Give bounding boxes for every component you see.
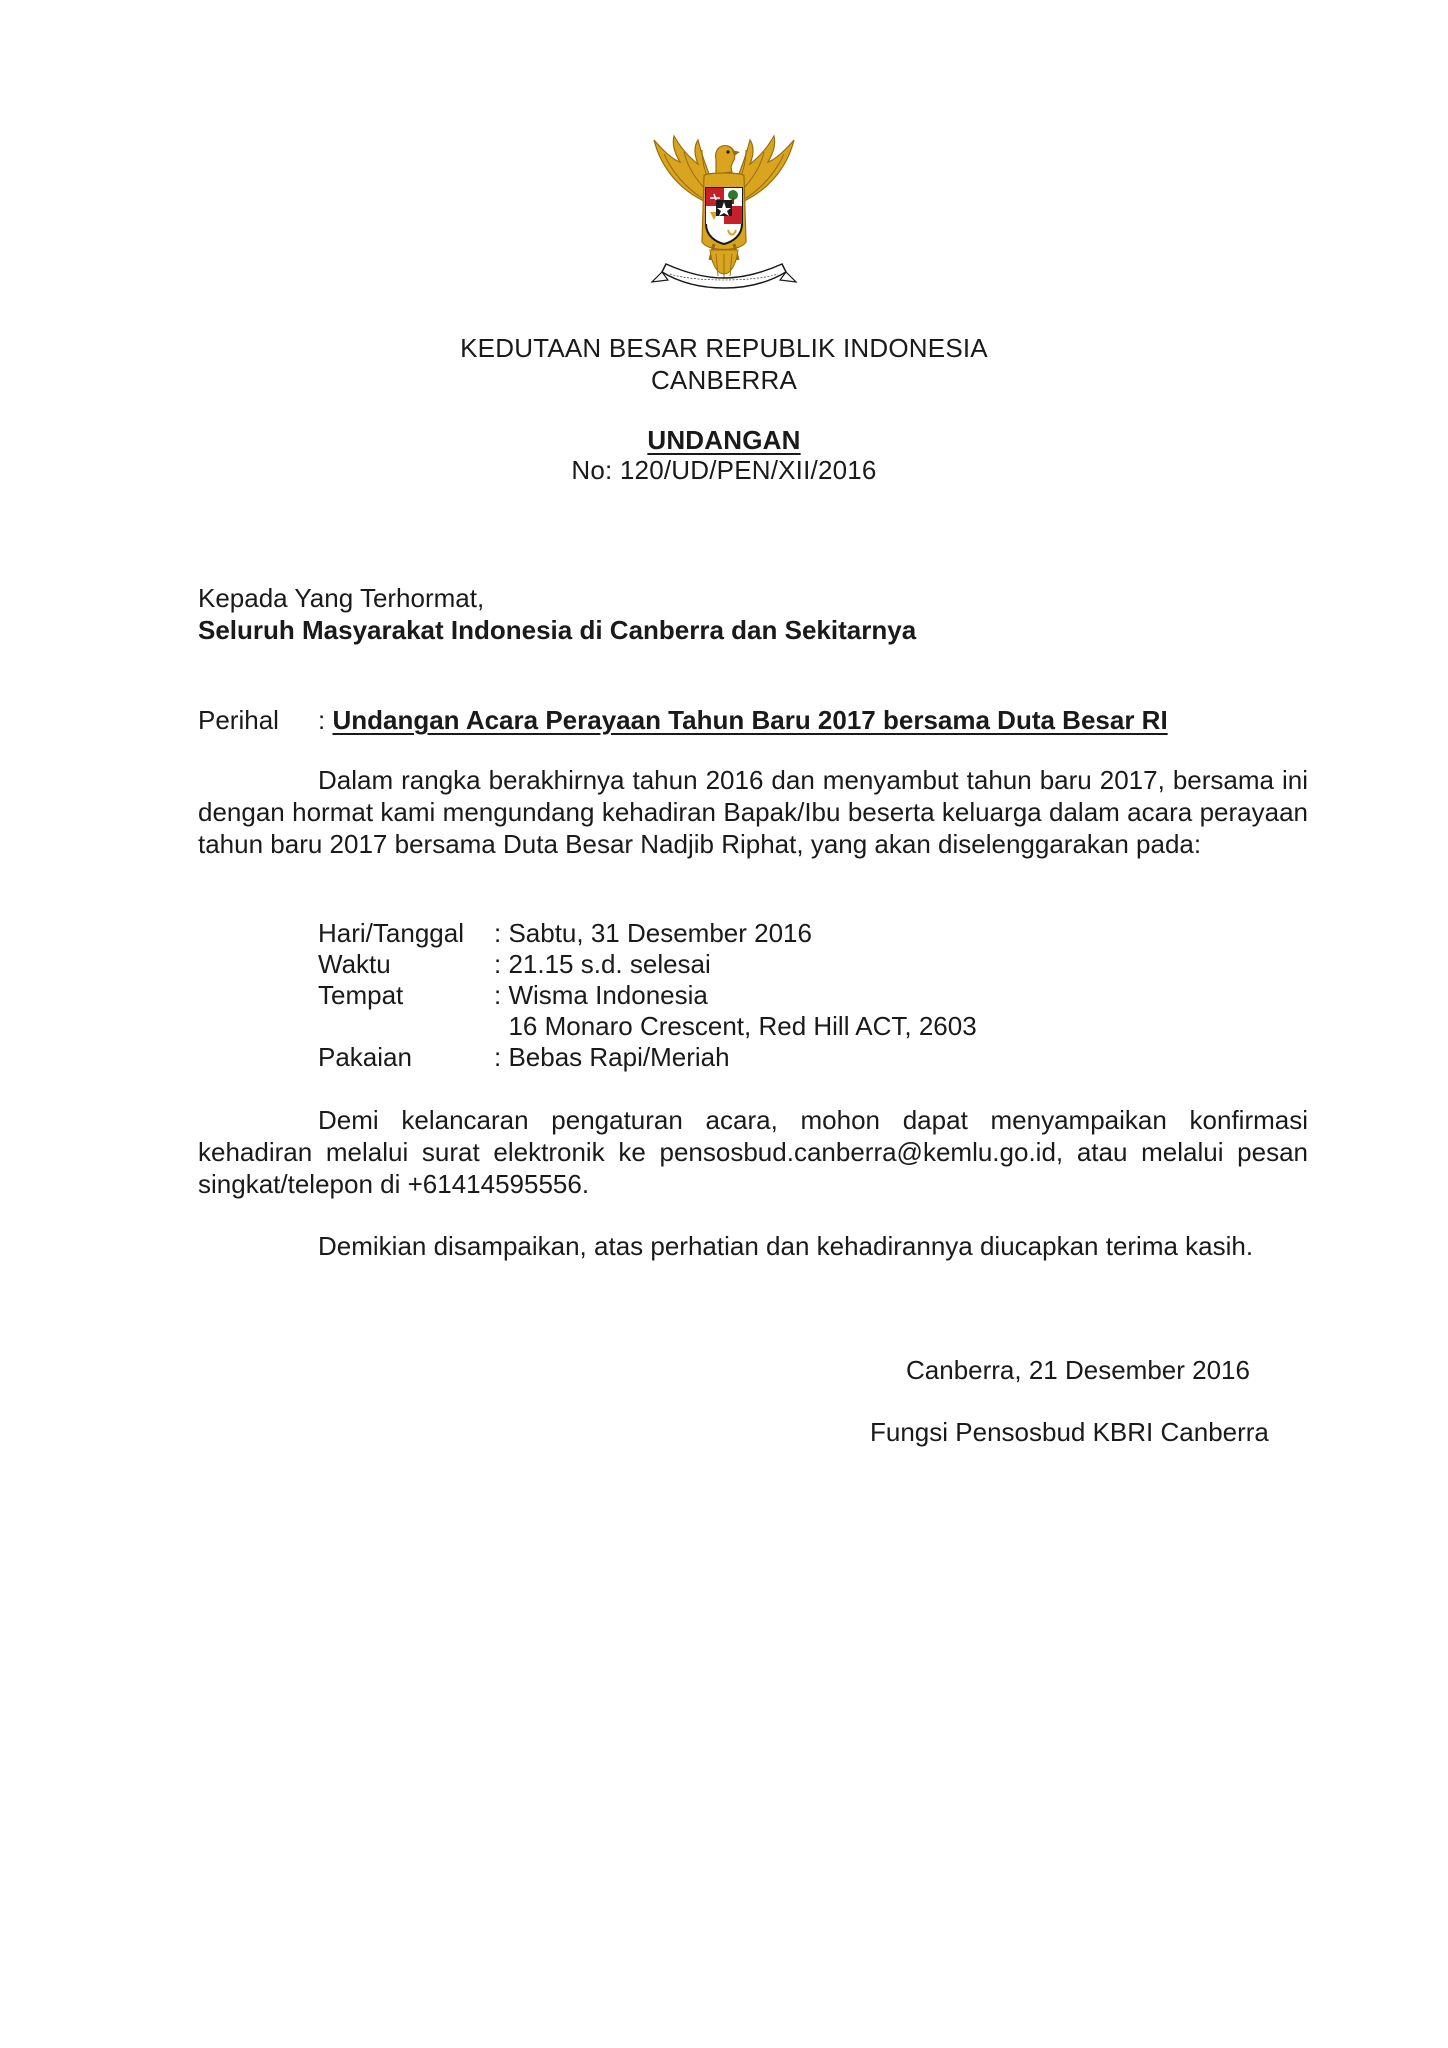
detail-label bbox=[318, 1011, 494, 1042]
document-number: No: 120/UD/PEN/XII/2016 bbox=[571, 455, 877, 485]
garuda-emblem-icon bbox=[644, 132, 804, 304]
subject-line bbox=[318, 704, 1168, 736]
detail-value: : Wisma Indonesia bbox=[494, 980, 708, 1010]
signature-place-date: Canberra, 21 Desember 2016 bbox=[906, 1355, 1250, 1385]
recipient-name: Seluruh Masyarakat Indonesia di Canberra dan Sekitarnya bbox=[198, 615, 917, 645]
subject-text: Undangan Acara Perayaan Tahun Baru 2017 bersama Duta Besar RI bbox=[332, 705, 1168, 735]
detail-row bbox=[318, 949, 977, 980]
subject-colon: : bbox=[318, 705, 333, 735]
document-title bbox=[0, 424, 1448, 456]
signature-signatory: Fungsi Pensosbud KBRI Canberra bbox=[870, 1417, 1269, 1447]
institution-city: CANBERRA bbox=[650, 365, 798, 395]
institution-name: KEDUTAAN BESAR REPUBLIK INDONESIA bbox=[460, 333, 988, 363]
event-details bbox=[318, 918, 977, 1073]
subject-label: Perihal bbox=[198, 705, 279, 735]
detail-value: : Bebas Rapi/Meriah bbox=[494, 1042, 730, 1072]
detail-value: : Sabtu, 31 Desember 2016 bbox=[494, 918, 812, 948]
body-paragraph-confirmation: Demi kelancaran pengaturan acara, mohon dapat menyampaikan konfirmasi kehadiran melalui surat elektronik ke pensosbud.canberra@kemlu.go.id, atau melalui pesan singkat/telepon di +61414595556. bbox=[198, 1105, 1308, 1199]
detail-value: : 21.15 s.d. selesai bbox=[494, 949, 711, 979]
detail-label: Pakaian bbox=[318, 1042, 412, 1072]
detail-value: 16 Monaro Crescent, Red Hill ACT, 2603 bbox=[494, 1011, 977, 1041]
body-paragraph-intro: Dalam rangka berakhirnya tahun 2016 dan menyambut tahun baru 2017, bersama ini dengan hormat kami mengundang kehadiran Bapak/Ibu beserta keluarga dalam acara perayaan tahun baru 2017 bersama Duta Besar Nadjib Riphat, yang akan diselenggarakan pada: bbox=[198, 765, 1308, 859]
detail-row bbox=[318, 918, 977, 949]
document-title-text: UNDANGAN bbox=[647, 425, 801, 455]
detail-label: Hari/Tanggal bbox=[318, 918, 464, 948]
body-paragraph-closing: Demikian disampaikan, atas perhatian dan kehadirannya diucapkan terima kasih. bbox=[318, 1231, 1254, 1261]
detail-row bbox=[318, 980, 977, 1011]
detail-label: Tempat bbox=[318, 980, 404, 1010]
detail-row bbox=[318, 1042, 977, 1073]
recipient-salutation: Kepada Yang Terhormat, bbox=[198, 583, 485, 613]
detail-row bbox=[318, 1011, 977, 1042]
detail-label: Waktu bbox=[318, 949, 391, 979]
